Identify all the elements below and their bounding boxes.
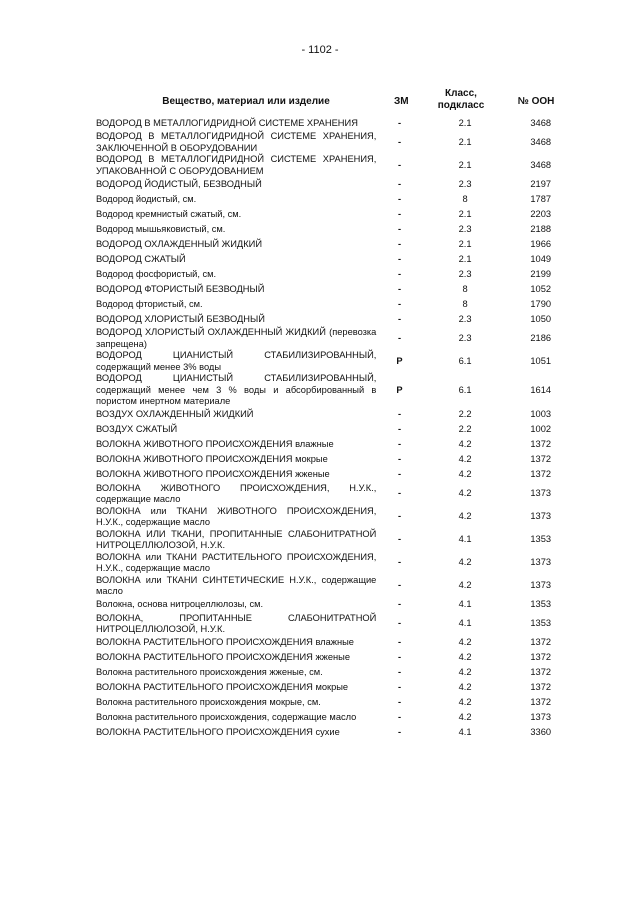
class-cell: 2.2 (458, 409, 472, 420)
un-number-cell: 1372 (530, 469, 552, 480)
un-number-cell: 1373 (530, 557, 552, 568)
substance-cell: Волокна растительного происхождения жженые, см. (96, 667, 323, 678)
un-number-cell: 1373 (530, 712, 552, 723)
zm-cell: Р (396, 384, 403, 395)
zm-cell: - (397, 469, 402, 480)
zm-cell: - (397, 511, 402, 522)
zm-cell: - (397, 253, 402, 264)
un-number-cell: 1787 (530, 193, 552, 204)
un-number-cell: 1052 (530, 283, 552, 294)
class-cell: 4.1 (458, 727, 472, 738)
substance-cell: ВОДОРОД ХЛОРИСТЫЙ БЕЗВОДНЫЙ (96, 313, 265, 324)
class-cell: 8 (462, 193, 468, 204)
un-number-cell: 1373 (530, 511, 552, 522)
table-row (96, 423, 574, 438)
table-row (96, 154, 574, 177)
zm-cell: - (397, 409, 402, 420)
table-row (96, 696, 574, 711)
zm-cell: - (397, 580, 402, 591)
zm-cell: - (397, 697, 402, 708)
substance-cell: Водород фтористый, см. (96, 298, 203, 309)
class-cell: 4.2 (458, 454, 472, 465)
class-cell: 4.2 (458, 682, 472, 693)
class-cell: 4.2 (458, 697, 472, 708)
substance-cell: Волокна растительного происхождения, содержащие масло (96, 712, 357, 723)
class-cell: 4.2 (458, 637, 472, 648)
zm-cell: - (397, 652, 402, 663)
class-cell: 2.1 (458, 208, 472, 219)
table-row (96, 636, 574, 651)
zm-cell: - (397, 223, 402, 234)
substance-cell: ВОДОРОД ХЛОРИСТЫЙ ОХЛАЖДЕННЫЙ ЖИДКИЙ (перевозка запрещена) (96, 327, 377, 349)
header-class-line1: Класс, (445, 88, 477, 99)
un-number-cell: 2203 (530, 208, 552, 219)
substance-cell: ВОЛОКНА, ПРОПИТАННЫЕ СЛАБОНИТРАТНОЙ НИТРОЦЕЛЛЮЛОЗОЙ, Н.У.К. (96, 612, 377, 634)
un-number-cell: 1049 (530, 253, 552, 264)
class-cell: 4.1 (458, 599, 472, 610)
substance-cell: ВОДОРОД ОХЛАЖДЕННЫЙ ЖИДКИЙ (96, 238, 263, 249)
un-number-cell: 1372 (530, 637, 552, 648)
zm-cell: - (397, 313, 402, 324)
zm-cell: Р (396, 355, 403, 366)
table-row (96, 666, 574, 681)
un-number-cell: 2199 (530, 268, 552, 279)
table-row (96, 192, 574, 207)
header-substance: Вещество, материал или изделие (162, 96, 330, 107)
zm-cell: - (397, 682, 402, 693)
table-row (96, 506, 574, 529)
table-row (96, 468, 574, 483)
table-row (96, 438, 574, 453)
class-cell: 6.1 (458, 384, 472, 395)
table-row (96, 131, 574, 154)
substance-cell: ВОДОРОД В МЕТАЛЛОГИДРИДНОЙ СИСТЕМЕ ХРАНЕНИЯ, ЗАКЛЮЧЕННОЙ В ОБОРУДОВАНИИ (96, 131, 377, 153)
un-number-cell: 1353 (530, 599, 552, 610)
class-cell: 4.1 (458, 534, 472, 545)
un-number-cell: 3360 (530, 727, 552, 738)
zm-cell: - (397, 136, 402, 147)
table-row (96, 207, 574, 222)
un-number-cell: 3468 (530, 159, 552, 170)
un-number-cell: 1372 (530, 697, 552, 708)
class-cell: 4.2 (458, 667, 472, 678)
un-number-cell: 1353 (530, 534, 552, 545)
class-cell: 2.3 (458, 223, 472, 234)
un-number-cell: 2186 (530, 332, 552, 343)
un-number-cell: 1372 (530, 667, 552, 678)
substance-cell: ВОДОРОД ФТОРИСТЫЙ БЕЗВОДНЫЙ (96, 283, 265, 294)
substance-cell: Водород кремнистый сжатый, см. (96, 208, 242, 219)
class-cell: 2.3 (458, 332, 472, 343)
zm-cell: - (397, 727, 402, 738)
zm-cell: - (397, 238, 402, 249)
class-cell: 4.2 (458, 469, 472, 480)
table-row (96, 613, 574, 636)
substance-cell: Водород йодистый, см. (96, 193, 197, 204)
table-row (96, 222, 574, 237)
class-cell: 2.1 (458, 238, 472, 249)
substance-cell: ВОДОРОД СЖАТЫЙ (96, 253, 186, 264)
zm-cell: - (397, 534, 402, 545)
class-cell: 8 (462, 298, 468, 309)
zm-cell: - (397, 208, 402, 219)
substance-cell: ВОДОРОД ЦИАНИСТЫЙ СТАБИЛИЗИРОВАННЫЙ, содержащий менее чем 3 % воды и абсорбированный в пористом инертном материале (96, 373, 377, 406)
un-number-cell: 1966 (530, 238, 552, 249)
zm-cell: - (397, 424, 402, 435)
un-number-cell: 3468 (530, 136, 552, 147)
zm-cell: - (397, 454, 402, 465)
table-row (96, 177, 574, 192)
table-row (96, 408, 574, 423)
zm-cell: - (397, 557, 402, 568)
zm-cell: - (397, 268, 402, 279)
header-zm: ЗМ (394, 96, 409, 107)
substance-cell: Водород фосфористый, см. (96, 268, 217, 279)
class-cell: 2.2 (458, 424, 472, 435)
un-number-cell: 2197 (530, 178, 552, 189)
table-row (96, 237, 574, 252)
table-row (96, 483, 574, 506)
un-number-cell: 1614 (530, 384, 552, 395)
table-row (96, 453, 574, 468)
un-number-cell: 1353 (530, 618, 552, 629)
substance-cell: Волокна, основа нитроцеллюлозы, см. (96, 599, 264, 610)
class-cell: 2.1 (458, 117, 472, 128)
table-row (96, 252, 574, 267)
class-cell: 2.3 (458, 268, 472, 279)
zm-cell: - (397, 332, 402, 343)
substance-cell: ВОЛОКНА РАСТИТЕЛЬНОГО ПРОИСХОЖДЕНИЯ влажные (96, 637, 354, 648)
table-row (96, 350, 574, 373)
table-body (96, 116, 574, 741)
substance-cell: ВОДОРОД ЦИАНИСТЫЙ СТАБИЛИЗИРОВАННЫЙ, содержащий менее 3% воды (96, 350, 377, 372)
table-row (96, 681, 574, 696)
table-row (96, 327, 574, 350)
un-number-cell: 1372 (530, 439, 552, 450)
zm-cell: - (397, 283, 402, 294)
un-number-cell: 1372 (530, 652, 552, 663)
page-number: - 1102 - (301, 44, 339, 56)
substance-cell: ВОДОРОД ЙОДИСТЫЙ, БЕЗВОДНЫЙ (96, 178, 262, 189)
zm-cell: - (397, 117, 402, 128)
class-cell: 6.1 (458, 355, 472, 366)
un-number-cell: 2188 (530, 223, 552, 234)
zm-cell: - (397, 298, 402, 309)
un-number-cell: 1002 (530, 424, 552, 435)
zm-cell: - (397, 178, 402, 189)
class-cell: 2.1 (458, 136, 472, 147)
substance-cell: ВОЛОКНА ЖИВОТНОГО ПРОИСХОЖДЕНИЯ жженые (96, 469, 330, 480)
substance-cell: ВОЗДУХ СЖАТЫЙ (96, 424, 178, 435)
zm-cell: - (397, 193, 402, 204)
table-row (96, 116, 574, 131)
substance-cell: ВОЗДУХ ОХЛАЖДЕННЫЙ ЖИДКИЙ (96, 409, 254, 420)
substances-table (96, 116, 574, 741)
table-row (96, 282, 574, 297)
class-cell: 2.3 (458, 178, 472, 189)
class-cell: 2.1 (458, 159, 472, 170)
zm-cell: - (397, 599, 402, 610)
table-row (96, 552, 574, 575)
zm-cell: - (397, 667, 402, 678)
zm-cell: - (397, 637, 402, 648)
substance-cell: ВОЛОКНА РАСТИТЕЛЬНОГО ПРОИСХОЖДЕНИЯ жженые (96, 652, 351, 663)
zm-cell: - (397, 618, 402, 629)
substance-cell: ВОЛОКНА ЖИВОТНОГО ПРОИСХОЖДЕНИЯ, Н.У.К., содержащие масло (96, 482, 377, 504)
table-row (96, 312, 574, 327)
un-number-cell: 1003 (530, 409, 552, 420)
un-number-cell: 1373 (530, 488, 552, 499)
substance-cell: ВОЛОКНА ИЛИ ТКАНИ, ПРОПИТАННЫЕ СЛАБОНИТРАТНОЙ НИТРОЦЕЛЛЮЛОЗОЙ, Н.У.К. (96, 528, 377, 550)
table-row (96, 267, 574, 282)
un-number-cell: 1050 (530, 313, 552, 324)
header-class-line2: подкласс (437, 100, 485, 111)
table-row (96, 373, 574, 408)
substance-cell: Волокна растительного происхождения мокрые, см. (96, 697, 321, 708)
header-un-number: № ООН (517, 96, 555, 107)
table-header (96, 88, 574, 116)
un-number-cell: 1051 (530, 355, 552, 366)
class-cell: 2.3 (458, 313, 472, 324)
class-cell: 4.1 (458, 618, 472, 629)
substance-cell: ВОЛОКНА или ТКАНИ СИНТЕТИЧЕСКИЕ Н.У.К., содержащие масло (96, 574, 377, 596)
table-row (96, 598, 574, 613)
class-cell: 4.2 (458, 557, 472, 568)
zm-cell: - (397, 159, 402, 170)
substance-cell: ВОЛОКНА или ТКАНИ РАСТИТЕЛЬНОГО ПРОИСХОЖДЕНИЯ, Н.У.К., содержащие масло (96, 551, 377, 573)
substance-cell: ВОДОРОД В МЕТАЛЛОГИДРИДНОЙ СИСТЕМЕ ХРАНЕНИЯ, УПАКОВАННОЙ С ОБОРУДОВАНИЕМ (96, 154, 377, 176)
class-cell: 4.2 (458, 580, 472, 591)
class-cell: 4.2 (458, 511, 472, 522)
substance-cell: ВОЛОКНА ЖИВОТНОГО ПРОИСХОЖДЕНИЯ мокрые (96, 454, 328, 465)
un-number-cell: 3468 (530, 117, 552, 128)
table-row (96, 575, 574, 598)
class-cell: 8 (462, 283, 468, 294)
zm-cell: - (397, 488, 402, 499)
un-number-cell: 1790 (530, 298, 552, 309)
class-cell: 4.2 (458, 712, 472, 723)
table-row (96, 529, 574, 552)
un-number-cell: 1373 (530, 580, 552, 591)
substance-cell: ВОЛОКНА или ТКАНИ ЖИВОТНОГО ПРОИСХОЖДЕНИЯ, Н.У.К., содержащие масло (96, 505, 377, 527)
substance-cell: ВОЛОКНА РАСТИТЕЛЬНОГО ПРОИСХОЖДЕНИЯ сухие (96, 727, 340, 738)
table-row (96, 651, 574, 666)
table-row (96, 297, 574, 312)
zm-cell: - (397, 439, 402, 450)
class-cell: 4.2 (458, 652, 472, 663)
table-row (96, 711, 574, 726)
table-row (96, 726, 574, 741)
zm-cell: - (397, 712, 402, 723)
substance-cell: ВОДОРОД В МЕТАЛЛОГИДРИДНОЙ СИСТЕМЕ ХРАНЕНИЯ (96, 117, 358, 128)
substance-cell: ВОЛОКНА ЖИВОТНОГО ПРОИСХОЖДЕНИЯ влажные (96, 439, 334, 450)
class-cell: 4.2 (458, 488, 472, 499)
un-number-cell: 1372 (530, 682, 552, 693)
class-cell: 2.1 (458, 253, 472, 264)
un-number-cell: 1372 (530, 454, 552, 465)
substance-cell: ВОЛОКНА РАСТИТЕЛЬНОГО ПРОИСХОЖДЕНИЯ мокрые (96, 682, 349, 693)
class-cell: 4.2 (458, 439, 472, 450)
header-class (432, 88, 490, 112)
substance-cell: Водород мышьяковистый, см. (96, 223, 226, 234)
